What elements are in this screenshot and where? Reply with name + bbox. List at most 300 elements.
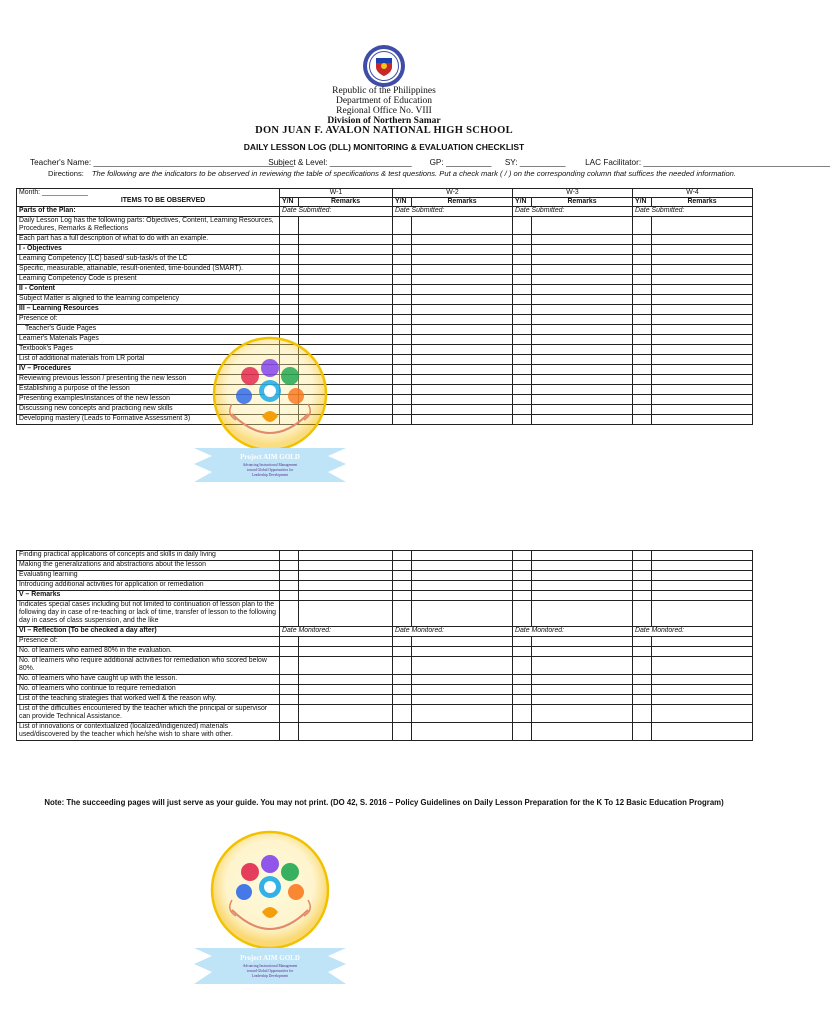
yn-cell[interactable] [513,675,532,685]
yn-cell[interactable] [280,705,299,723]
remarks-cell[interactable] [299,295,393,305]
yn-cell[interactable] [280,723,299,741]
aim-gold-emblem-icon [192,830,348,990]
item-cell: Presenting examples/instances of the new lesson [17,395,280,405]
yn-cell[interactable] [513,365,532,375]
yn-cell[interactable] [633,265,652,275]
yn-cell[interactable] [393,375,412,385]
remarks-cell[interactable] [412,647,513,657]
remarks-cell[interactable] [299,675,393,685]
yn-cell[interactable] [633,355,652,365]
yn-cell[interactable] [633,285,652,295]
items-header: ITEMS TO BE OBSERVED [120,197,206,204]
remarks-cell[interactable] [652,355,753,365]
yn-cell[interactable] [513,657,532,675]
remarks-cell[interactable] [412,415,513,425]
remarks-cell[interactable] [412,695,513,705]
remarks-cell[interactable] [532,325,633,335]
remarks-cell[interactable] [412,591,513,601]
teacher-name-field: Teacher's Name: ____________________________________________ [30,158,294,167]
yn-cell[interactable] [393,315,412,325]
yn-cell[interactable] [513,217,532,235]
table-row [17,561,753,571]
gp-field: GP: __________ [429,158,492,167]
remarks-cell[interactable] [412,275,513,285]
remarks-cell[interactable] [652,395,753,405]
yn-cell[interactable] [280,591,299,601]
remarks-cell[interactable] [299,285,393,295]
logo-line-3: Leadership Development [251,974,289,978]
remarks-cell[interactable] [532,355,633,365]
remarks-cell[interactable] [412,571,513,581]
yn-cell[interactable] [280,325,299,335]
remarks-cell[interactable] [652,235,753,245]
directions [48,169,736,178]
remarks-cell[interactable] [299,235,393,245]
yn-cell[interactable] [633,335,652,345]
remarks-cell[interactable] [652,375,753,385]
item-cell: Presence of: [17,315,280,325]
remarks-cell[interactable] [532,723,633,741]
yn-cell[interactable] [393,705,412,723]
remarks-cell[interactable] [652,265,753,275]
remarks-cell[interactable] [532,637,633,647]
yn-cell[interactable] [513,235,532,245]
yn-cell[interactable] [513,415,532,425]
yn-cell[interactable] [280,217,299,235]
remarks-cell[interactable] [652,551,753,561]
table-row [17,657,753,675]
remarks-cell[interactable] [532,335,633,345]
yn-cell[interactable] [393,355,412,365]
remarks-cell[interactable] [532,315,633,325]
yn-cell[interactable] [280,637,299,647]
table-row [17,335,753,345]
yn-cell[interactable] [393,305,412,315]
remarks-cell[interactable] [412,581,513,591]
remarks-cell[interactable] [299,685,393,695]
item-cell: Subject Matter is aligned to the learning competency [17,295,280,305]
remarks-cell[interactable] [652,657,753,675]
yn-cell[interactable] [393,345,412,355]
yn-cell[interactable] [280,571,299,581]
yn-cell[interactable] [393,637,412,647]
yn-cell[interactable] [513,685,532,695]
yn-cell[interactable] [513,581,532,591]
remarks-cell[interactable] [299,637,393,647]
yn-cell[interactable] [280,657,299,675]
remarks-cell[interactable] [652,637,753,647]
remarks-cell[interactable] [412,217,513,235]
remarks-cell[interactable] [412,245,513,255]
remarks-cell[interactable] [532,551,633,561]
yn-cell[interactable] [393,295,412,305]
yn-cell[interactable] [633,245,652,255]
yn-cell[interactable] [513,561,532,571]
remarks-cell[interactable] [532,385,633,395]
yn-cell[interactable] [633,345,652,355]
remarks-cell[interactable] [532,571,633,581]
remarks-cell[interactable] [652,217,753,235]
yn-cell[interactable] [280,305,299,315]
remarks-cell[interactable] [299,275,393,285]
remarks-cell[interactable] [652,571,753,581]
remarks-cell[interactable] [412,335,513,345]
remarks-cell[interactable] [412,657,513,675]
remarks-cell[interactable] [532,591,633,601]
yn-cell[interactable] [633,695,652,705]
remarks-cell[interactable] [532,685,633,695]
remarks-cell[interactable] [299,305,393,315]
directions-label: Directions: [48,169,84,178]
yn-cell[interactable] [280,561,299,571]
yn-cell[interactable] [393,581,412,591]
remarks-cell[interactable] [299,325,393,335]
yn-cell[interactable] [393,335,412,345]
yn-cell[interactable] [393,601,412,627]
remarks-cell[interactable] [532,395,633,405]
yn-cell[interactable] [633,591,652,601]
table-row [17,405,753,415]
yn-cell[interactable] [280,295,299,305]
remarks-cell[interactable] [412,355,513,365]
table-row [17,395,753,405]
yn-cell[interactable] [513,305,532,315]
remarks-header: Remarks [532,198,633,207]
yn-cell[interactable] [393,571,412,581]
yn-cell[interactable] [633,275,652,285]
yn-cell[interactable] [393,245,412,255]
remarks-cell[interactable] [532,217,633,235]
remarks-cell[interactable] [299,647,393,657]
yn-cell[interactable] [513,335,532,345]
remarks-cell[interactable] [652,591,753,601]
remarks-cell[interactable] [412,637,513,647]
remarks-cell[interactable] [652,561,753,571]
remarks-cell[interactable] [532,235,633,245]
yn-cell[interactable] [633,217,652,235]
remarks-cell[interactable] [412,705,513,723]
yn-cell[interactable] [280,551,299,561]
item-cell: List of the difficulties encountered by the teacher which the principal or supervisor can provide Technical Assistance. [17,705,280,723]
item-cell: V – Remarks [17,591,280,601]
yn-cell[interactable] [280,315,299,325]
remarks-header: Remarks [299,198,393,207]
yn-cell[interactable] [633,255,652,265]
yn-cell[interactable] [513,315,532,325]
yn-cell[interactable] [513,245,532,255]
yn-header: Y/N [633,198,652,207]
yn-cell[interactable] [633,551,652,561]
remarks-cell[interactable] [532,375,633,385]
remarks-cell[interactable] [299,591,393,601]
remarks-cell[interactable] [652,405,753,415]
yn-cell[interactable] [280,685,299,695]
yn-cell[interactable] [280,647,299,657]
yn-cell[interactable] [280,695,299,705]
yn-cell[interactable] [633,675,652,685]
remarks-cell[interactable] [652,601,753,627]
remarks-cell[interactable] [532,705,633,723]
remarks-cell[interactable] [412,395,513,405]
yn-cell[interactable] [513,375,532,385]
remarks-cell[interactable] [412,325,513,335]
remarks-cell[interactable] [532,675,633,685]
remarks-cell[interactable] [652,285,753,295]
remarks-cell[interactable] [412,601,513,627]
yn-cell[interactable] [513,695,532,705]
date-cell: Date Submitted: [513,207,633,217]
yn-cell[interactable] [513,345,532,355]
yn-cell[interactable] [633,571,652,581]
yn-cell[interactable] [393,551,412,561]
item-cell: Teacher's Guide Pages [17,325,280,335]
header-fields [30,158,830,167]
remarks-cell[interactable] [532,405,633,415]
yn-cell[interactable] [513,275,532,285]
yn-cell[interactable] [280,675,299,685]
yn-cell[interactable] [633,601,652,627]
remarks-cell[interactable] [299,217,393,235]
yn-cell[interactable] [513,601,532,627]
remarks-cell[interactable] [412,295,513,305]
yn-cell[interactable] [633,581,652,591]
yn-cell[interactable] [513,255,532,265]
remarks-cell[interactable] [532,275,633,285]
yn-cell[interactable] [393,675,412,685]
yn-cell[interactable] [513,723,532,741]
yn-cell[interactable] [280,275,299,285]
yn-header: Y/N [280,198,299,207]
remarks-cell[interactable] [532,365,633,375]
yn-cell[interactable] [633,705,652,723]
table-row [17,627,753,637]
yn-cell[interactable] [393,695,412,705]
remarks-cell[interactable] [532,415,633,425]
remarks-cell[interactable] [652,255,753,265]
yn-cell[interactable] [393,723,412,741]
yn-cell[interactable] [633,415,652,425]
yn-cell[interactable] [513,637,532,647]
remarks-cell[interactable] [652,365,753,375]
yn-cell[interactable] [633,657,652,675]
remarks-cell[interactable] [652,295,753,305]
remarks-cell[interactable] [412,345,513,355]
remarks-cell[interactable] [299,723,393,741]
yn-cell[interactable] [280,581,299,591]
remarks-cell[interactable] [652,695,753,705]
yn-cell[interactable] [280,285,299,295]
yn-cell[interactable] [393,235,412,245]
remarks-cell[interactable] [299,245,393,255]
remarks-cell[interactable] [299,265,393,275]
remarks-cell[interactable] [299,561,393,571]
yn-cell[interactable] [280,245,299,255]
yn-cell[interactable] [513,571,532,581]
item-cell: No. of learners who require additional activities for remediation who scored below 80%. [17,657,280,675]
table-row [17,571,753,581]
week-3-header: W-3 [513,189,633,198]
yn-cell[interactable] [393,591,412,601]
remarks-cell[interactable] [652,685,753,695]
remarks-cell[interactable] [532,561,633,571]
yn-cell[interactable] [633,325,652,335]
sy-field: SY: __________ [504,158,566,167]
remarks-cell[interactable] [652,723,753,741]
item-cell: List of additional materials from LR portal [17,355,280,365]
remarks-cell[interactable] [299,705,393,723]
yn-cell[interactable] [513,325,532,335]
item-cell: Learner's Materials Pages [17,335,280,345]
remarks-cell[interactable] [412,235,513,245]
yn-cell[interactable] [513,647,532,657]
remarks-cell[interactable] [652,335,753,345]
week-2-header: W-2 [393,189,513,198]
remarks-cell[interactable] [412,255,513,265]
remarks-cell[interactable] [412,365,513,375]
yn-cell[interactable] [633,375,652,385]
yn-cell[interactable] [393,265,412,275]
remarks-cell[interactable] [652,705,753,723]
yn-cell[interactable] [393,325,412,335]
remarks-cell[interactable] [412,265,513,275]
directions-text: The following are the indicators to be observed in reviewing the table of specifications & test questions. Put a check mark ( / ) on the corresponding column that suffices the needed information. [91,169,737,178]
yn-cell[interactable] [633,561,652,571]
remarks-cell[interactable] [532,601,633,627]
remarks-cell[interactable] [299,601,393,627]
remarks-cell[interactable] [532,305,633,315]
yn-cell[interactable] [513,355,532,365]
remarks-cell[interactable] [412,385,513,395]
yn-cell[interactable] [633,365,652,375]
remarks-cell[interactable] [532,657,633,675]
yn-cell[interactable] [393,415,412,425]
yn-cell[interactable] [633,305,652,315]
table-row [17,325,753,335]
remarks-cell[interactable] [652,325,753,335]
yn-cell[interactable] [393,657,412,675]
remarks-cell[interactable] [299,571,393,581]
yn-cell[interactable] [633,235,652,245]
table-row [17,581,753,591]
remarks-cell[interactable] [299,695,393,705]
yn-cell[interactable] [280,255,299,265]
yn-cell[interactable] [513,295,532,305]
remarks-cell[interactable] [532,345,633,355]
yn-cell[interactable] [393,217,412,235]
remarks-cell[interactable] [412,561,513,571]
remarks-cell[interactable] [299,581,393,591]
yn-cell[interactable] [633,295,652,305]
item-cell: Evaluating learning [17,571,280,581]
remarks-cell[interactable] [652,675,753,685]
remarks-cell[interactable] [412,405,513,415]
remarks-cell[interactable] [532,285,633,295]
yn-cell[interactable] [633,647,652,657]
remarks-cell[interactable] [412,285,513,295]
remarks-cell[interactable] [532,255,633,265]
yn-cell[interactable] [513,551,532,561]
yn-cell[interactable] [393,647,412,657]
yn-cell[interactable] [393,561,412,571]
yn-cell[interactable] [633,405,652,415]
item-cell: Developing mastery (Leads to Formative Assessment 3) [17,415,280,425]
yn-cell[interactable] [393,285,412,295]
yn-cell[interactable] [633,395,652,405]
yn-cell[interactable] [633,685,652,695]
yn-cell[interactable] [513,591,532,601]
yn-cell[interactable] [513,705,532,723]
table-row [17,695,753,705]
remarks-cell[interactable] [652,415,753,425]
item-cell: Introducing additional activities for application or remediation [17,581,280,591]
item-cell: II - Content [17,285,280,295]
remarks-cell[interactable] [412,375,513,385]
yn-cell[interactable] [393,685,412,695]
yn-cell[interactable] [513,285,532,295]
remarks-cell[interactable] [532,265,633,275]
yn-cell[interactable] [280,265,299,275]
yn-cell[interactable] [513,405,532,415]
remarks-cell[interactable] [412,315,513,325]
table-row [17,305,753,315]
remarks-cell[interactable] [412,685,513,695]
item-cell: Reviewing previous lesson / presenting the new lesson [17,375,280,385]
yn-cell[interactable] [393,365,412,375]
remarks-cell[interactable] [299,657,393,675]
remarks-cell[interactable] [299,551,393,561]
remarks-cell[interactable] [532,695,633,705]
remarks-cell[interactable] [652,581,753,591]
remarks-cell[interactable] [299,255,393,265]
remarks-cell[interactable] [532,245,633,255]
yn-cell[interactable] [280,601,299,627]
remarks-cell[interactable] [532,581,633,591]
remarks-cell[interactable] [299,315,393,325]
remarks-cell[interactable] [412,305,513,315]
yn-cell[interactable] [393,395,412,405]
remarks-cell[interactable] [652,385,753,395]
yn-cell[interactable] [633,637,652,647]
yn-cell[interactable] [393,385,412,395]
remarks-cell[interactable] [532,647,633,657]
yn-cell[interactable] [633,723,652,741]
table-row [17,265,753,275]
remarks-cell[interactable] [652,245,753,255]
yn-cell[interactable] [280,235,299,245]
yn-cell[interactable] [513,395,532,405]
yn-cell[interactable] [513,265,532,275]
yn-cell[interactable] [513,385,532,395]
item-cell: VI – Reflection (To be checked a day after) [17,627,280,637]
remarks-cell[interactable] [652,647,753,657]
remarks-cell[interactable] [652,315,753,325]
remarks-cell[interactable] [532,295,633,305]
yn-cell[interactable] [393,405,412,415]
remarks-cell[interactable] [412,551,513,561]
yn-cell[interactable] [393,255,412,265]
remarks-cell[interactable] [412,675,513,685]
table-row [17,375,753,385]
table-row [17,285,753,295]
remarks-cell[interactable] [412,723,513,741]
remarks-cell[interactable] [652,345,753,355]
remarks-cell[interactable] [652,305,753,315]
remarks-cell[interactable] [652,275,753,285]
yn-cell[interactable] [633,385,652,395]
yn-cell[interactable] [633,315,652,325]
yn-cell[interactable] [393,275,412,285]
